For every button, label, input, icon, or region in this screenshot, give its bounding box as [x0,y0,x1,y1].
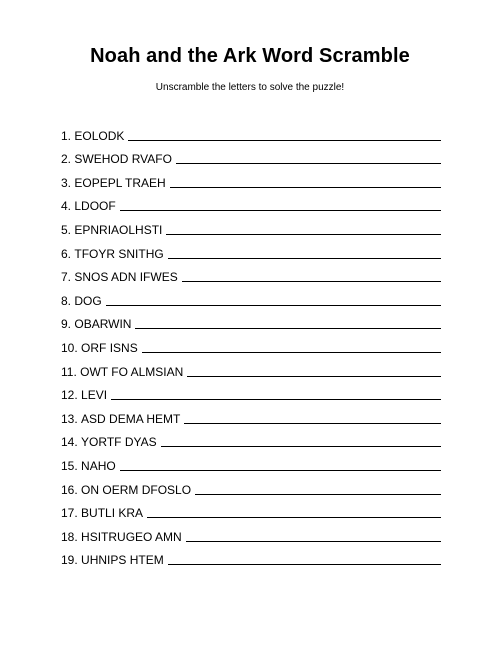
answer-blank[interactable] [135,328,441,329]
item-number: 9. [61,317,72,332]
scrambled-word: SNOS ADN IFWES [74,270,178,285]
item-number: 16. [61,482,78,497]
scrambled-word: ORF ISNS [81,340,138,355]
scrambled-word: LDOOF [74,199,116,214]
scramble-item [61,497,441,521]
scrambled-word: EOPEPL TRAEH [74,175,166,190]
scramble-item [61,119,441,143]
answer-blank[interactable] [195,494,441,495]
answer-blank[interactable] [142,352,441,353]
item-number: 18. [61,529,78,544]
item-number: 12. [61,388,78,403]
item-number: 3. [61,175,72,190]
item-number: 19. [61,553,78,568]
scrambled-word: ON OERM DFOSLO [81,482,192,497]
answer-blank[interactable] [161,446,441,447]
answer-blank[interactable] [182,281,441,282]
item-number: 14. [61,435,78,450]
scramble-item [61,308,441,332]
item-number: 15. [61,458,78,473]
answer-blank[interactable] [187,376,441,377]
scrambled-word: YORTF DYAS [81,435,157,450]
scramble-item [61,284,441,308]
scramble-item [61,426,441,450]
scramble-item [61,331,441,355]
scrambled-word: DOG [74,293,102,308]
answer-blank[interactable] [120,470,441,471]
scrambled-word: OWT FO ALMSIAN [80,364,184,379]
answer-blank[interactable] [111,399,441,400]
scramble-item [61,237,441,261]
scrambled-word: EPNRIAOLHSTI [74,222,163,237]
scrambled-word: OBARWIN [74,317,132,332]
page-title: Noah and the Ark Word Scramble [90,45,410,67]
scrambled-word: NAHO [81,458,116,473]
scramble-item [61,449,441,473]
item-number: 1. [61,128,72,143]
scramble-item [61,402,441,426]
item-number: 13. [61,411,78,426]
item-number: 4. [61,199,72,214]
answer-blank[interactable] [120,210,441,211]
scramble-item [61,473,441,497]
answer-blank[interactable] [128,140,441,141]
answer-blank[interactable] [184,423,441,424]
scrambled-word: BUTLI KRA [81,506,144,521]
answer-blank[interactable] [176,163,441,164]
scramble-item [61,190,441,214]
scramble-item [61,379,441,403]
scramble-list [61,119,441,567]
scrambled-word: ASD DEMA HEMT [81,411,181,426]
item-number: 5. [61,222,72,237]
scrambled-word: LEVI [81,388,108,403]
scrambled-word: HSITRUGEO AMN [81,529,182,544]
item-number: 6. [61,246,72,261]
scramble-item [61,261,441,285]
item-number: 8. [61,293,72,308]
scrambled-word: SWEHOD RVAFO [74,152,172,167]
instructions: Unscramble the letters to solve the puzzle! [155,82,345,93]
answer-blank[interactable] [106,305,441,306]
item-number: 17. [61,506,78,521]
scramble-item [61,520,441,544]
scramble-item [61,213,441,237]
answer-blank[interactable] [168,258,441,259]
scrambled-word: UHNIPS HTEM [81,553,164,568]
item-number: 2. [61,152,72,167]
scramble-item [61,143,441,167]
scrambled-word: TFOYR SNITHG [74,246,164,261]
answer-blank[interactable] [166,234,441,235]
item-number: 7. [61,270,72,285]
answer-blank[interactable] [170,187,441,188]
scrambled-word: EOLODK [74,128,125,143]
item-number: 11. [61,364,77,379]
answer-blank[interactable] [168,564,441,565]
item-number: 10. [61,340,78,355]
scramble-item [61,166,441,190]
answer-blank[interactable] [186,541,441,542]
scramble-item [61,544,441,568]
scramble-item [61,355,441,379]
answer-blank[interactable] [147,517,441,518]
